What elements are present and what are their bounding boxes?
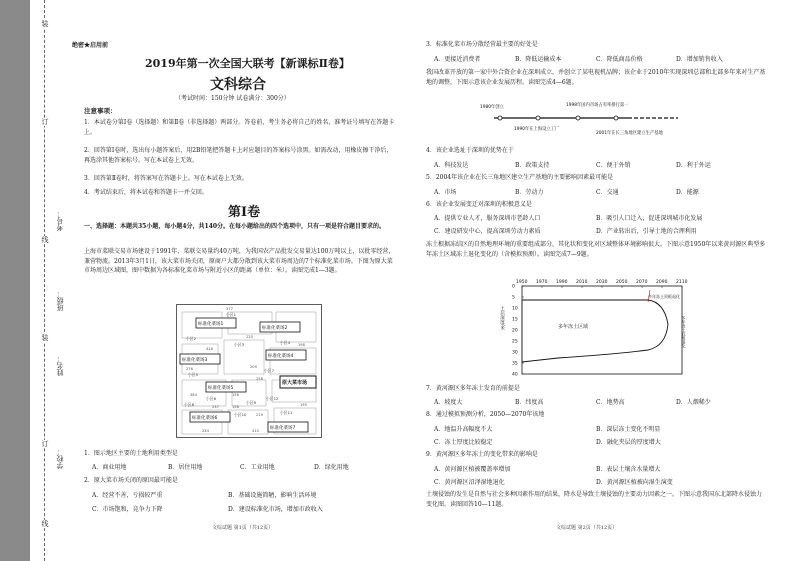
- distance-label: 198: [298, 343, 305, 347]
- y-tick-label: 40: [512, 372, 518, 378]
- bind-mark: 线: [41, 236, 49, 244]
- q4-option-b[interactable]: B．政策支持: [515, 162, 550, 169]
- q3-option-b[interactable]: B．降低运输成本: [515, 56, 562, 63]
- q1-option-d[interactable]: D．绿化用地: [314, 464, 349, 471]
- secret-mark: 绝密★启用前: [72, 42, 109, 49]
- distance-label: 220: [246, 335, 253, 339]
- annot-top: 多年冻土顶板退化: [648, 294, 680, 299]
- q8-stem: 8．通过模拟预测分析，2050—2070年该地: [426, 411, 545, 418]
- timeline: [478, 98, 688, 138]
- q2-stem: 2．原大菜市场关闭的原因最可能是: [84, 477, 178, 484]
- district-label: 小区6: [206, 396, 217, 401]
- y-tick-label: 30: [512, 350, 518, 356]
- q2-option-b[interactable]: B．基础设施简陋，影响生活环境: [228, 492, 317, 499]
- q8-option-b[interactable]: B．深层冻土变化不明显: [596, 426, 661, 433]
- passage-1: 上海市菜联交易市场建设于1991年，菜联交易量约40万吨，为我国农产品批发交易量达100万吨以上，以批零经营，兼营物流，2013年3月1日，该大菜市场关闭，原商户大都分散到该大菜市场周边的7个标准化菜市场。下图为原大菜市场周边区域图，图中数据为各标准化菜市场与附近小区的距离（单位：米）。读图完成1—3题。: [84, 248, 395, 274]
- passage-4: 土壤侵蚀的发生是自然与社会多种因素作用的结果，降水是导致土壤侵蚀的主要动力因素之一。下图示意我国东北部降水侵蚀力变化图。读图回答10—11题。: [426, 491, 763, 508]
- q6-option-a[interactable]: A．提供专业人才，服务深圳市老龄人口: [434, 215, 541, 222]
- q3-stem: 3．标准化菜市场分散经营最主要的好处是: [426, 41, 538, 48]
- passage-3: 冻土根据冻结区的自然地理环境的重要组成部分，其化状和变化对区域整体环境影响很大。下图示意1950年以来黄河源区典型多年冻土区域冻土退化变化的（含模拟预测）。读图完成7—9题。: [426, 241, 766, 258]
- bind-mark: 装: [41, 20, 49, 28]
- market-label: 标准化菜场6: [192, 416, 218, 421]
- distance-label: 195: [300, 403, 307, 407]
- district-label: 小区12: [266, 396, 279, 401]
- q3-option-d[interactable]: D．增加销售收入: [676, 56, 723, 63]
- district-label: 小区5: [188, 372, 199, 377]
- q2-option-c[interactable]: C．市场饱和，竞争力下降: [92, 506, 163, 513]
- x-tick-label: 2050: [616, 280, 628, 285]
- q9-option-b[interactable]: B．表层土壤含水量增大: [596, 466, 661, 473]
- distance-label: 209: [250, 365, 257, 369]
- distance-label: 377: [226, 307, 233, 311]
- y-tick-label: 10: [512, 306, 518, 312]
- distance-label: 234: [202, 429, 209, 433]
- binding-line: [44, 0, 45, 561]
- y-tick-label: 0: [512, 284, 515, 290]
- q8-option-c[interactable]: C．冻土厚度比较稳定: [434, 439, 493, 446]
- page-footer-right: 文综试题 第2页（共12页）: [556, 525, 618, 531]
- q3-option-c[interactable]: C．降低商品价格: [596, 56, 643, 63]
- q9-stem: 9．黄河源区多年冻土的变化带来的影响是: [426, 451, 538, 458]
- timeline-event: 1990年在上海设立工厂: [514, 127, 560, 132]
- y-tick-label: 5: [512, 295, 515, 301]
- q5-option-d[interactable]: D．能源: [676, 189, 699, 196]
- annot-bottom: 多年冻土底板退化: [681, 316, 687, 348]
- market-label: 标准化菜场2: [262, 326, 288, 331]
- timeline-event: 1980年创立: [480, 105, 504, 110]
- x-tick-label: 2030: [596, 280, 608, 285]
- x-tick-label: 2110: [676, 280, 688, 285]
- q4-option-d[interactable]: D．利于外运: [676, 162, 711, 169]
- binding-strip: [0, 0, 30, 561]
- timeline-event: 1998年国内市场占有率排行第一: [566, 103, 629, 108]
- subject-title: 文科综合: [210, 77, 266, 93]
- x-tick-label: 1990: [556, 280, 568, 285]
- district-label: 小区2: [186, 336, 197, 341]
- exam-title: 2019年第一次全国大联考【新课标Ⅱ卷】: [145, 57, 350, 70]
- bind-mark: 装: [41, 334, 49, 342]
- passage-2: 我国改革开放的第一家中外合资企业在深圳成立，并创立了某电视机品牌；该企业于2010年实现深圳总部和北部多年来对生产基地的调整，下图示意该企业发展历程。读图完成4—6题。: [426, 69, 766, 86]
- note-item: 2．回答第Ⅰ卷时，选出每小题答案后，用2B铅笔把答题卡上对应题目的答案标号涂黑。如需改动，用橡皮擦干净后，再选涂其他答案标号。写在本试卷上无效。: [84, 147, 393, 164]
- q9-option-d[interactable]: D．黄河源区植被向湿生演变: [596, 479, 673, 486]
- page-footer-left: 文综试题 第1页（共12页）: [212, 525, 274, 531]
- y-tick-label: 20: [512, 328, 518, 334]
- exam-id-label: 考号：: [56, 210, 64, 231]
- q7-option-c[interactable]: C．地势高: [596, 399, 625, 406]
- q6-option-c[interactable]: C．建设研发中心，提高深圳劳动力素质: [434, 228, 541, 235]
- market-label: 标准化菜场3: [182, 358, 208, 363]
- q5-option-a[interactable]: A．市场: [434, 189, 457, 196]
- exam-meta: （考试时间：150分钟 试卷满分：300分）: [175, 95, 290, 102]
- q5-stem: 5．2004年该企业在长三角地区建立生产基地的主要影响因素最可能是: [426, 174, 614, 181]
- q7-option-b[interactable]: B．纬度高: [515, 399, 544, 406]
- q2-option-d[interactable]: D．建设标准化市场，增加市政收入: [228, 506, 323, 513]
- distance-label: 237: [212, 405, 219, 409]
- y-tick-label: 15: [512, 317, 518, 323]
- district-label: 小区8: [184, 402, 195, 407]
- distance-label: 384: [190, 393, 197, 397]
- q7-option-a[interactable]: A．坡度大: [434, 399, 463, 406]
- market-map: [176, 304, 322, 438]
- distance-label: 158: [232, 405, 239, 409]
- district-label: 小区10: [234, 412, 247, 417]
- q4-option-c[interactable]: C．便于外销: [596, 162, 631, 169]
- class-label: 班级：: [56, 290, 64, 311]
- q1-option-c[interactable]: C．工业用地: [240, 464, 275, 471]
- q9-option-a[interactable]: A．黄河源区植被覆盖率增加: [434, 466, 511, 473]
- notes-heading: 注意事项：: [84, 107, 117, 115]
- note-item: 1．本试卷分第Ⅰ卷（选择题）和第Ⅱ卷（非选择题）两部分。答卷前，考生务必将自己的姓名、准考证号填写在答题卡上。: [84, 119, 395, 136]
- y-tick-label: 35: [512, 361, 518, 367]
- y-axis-label: 土层深度/米: [499, 306, 505, 331]
- district-label: 小区7: [264, 368, 275, 373]
- distance-label: 219: [256, 413, 263, 417]
- district-label: 小区3: [234, 342, 245, 347]
- timeline-event: 2001年在长三角地区建立生产基地: [596, 131, 663, 136]
- section-title: 第Ⅰ卷: [228, 205, 261, 220]
- q4-option-a[interactable]: A．科技发达: [434, 162, 469, 169]
- q8-option-a[interactable]: A．地温升高幅度不大: [434, 426, 493, 433]
- q7-stem: 7．黄河源区多年冻土发育的前提是: [426, 385, 520, 392]
- area-label: 多年冻土区域: [558, 324, 589, 330]
- q7-option-d[interactable]: D．人烟稀少: [676, 399, 711, 406]
- market-label: 标准化菜场4: [268, 354, 294, 359]
- name-label: 姓名：: [56, 355, 64, 376]
- market-label: 标准化菜场5: [208, 386, 234, 391]
- q9-option-c[interactable]: C．黄河源区沼泽湿地退化: [434, 479, 505, 486]
- q5-option-b[interactable]: B．劳动力: [515, 189, 544, 196]
- q6-stem: 6．该企业发展变迁对深圳的积极意义是: [426, 201, 532, 208]
- q1-option-a[interactable]: A．商业用地: [92, 464, 127, 471]
- permafrost-chart: [498, 276, 698, 386]
- district-label: 小区9: [246, 400, 257, 405]
- bind-mark: 线: [41, 520, 49, 528]
- section-instruction: 一、选择题：本题共35小题，每小题4分，共140分。在每小题给出的四个选项中，只有一项是符合题目要求的。: [84, 223, 386, 230]
- distance-label: 276: [186, 367, 193, 371]
- q5-option-c[interactable]: C．交通: [596, 189, 619, 196]
- district-label: 小区4: [280, 340, 291, 345]
- q8-option-d[interactable]: D．融化夹层的厚度增大: [596, 439, 661, 446]
- q1-option-b[interactable]: B．居住用地: [168, 464, 203, 471]
- district-label: 小区11: [280, 410, 293, 415]
- q3-option-a[interactable]: A．更接近消费者: [434, 56, 481, 63]
- note-item: 4．考试结束后，将本试卷和答题卡一并交回。: [84, 189, 208, 196]
- market-label: 标准化菜场7: [270, 426, 296, 431]
- school-label: 学校：: [56, 448, 64, 469]
- x-tick-label: 1950: [516, 280, 528, 285]
- q6-option-d[interactable]: D．产业转出后，引导土地的合理利用: [596, 228, 697, 235]
- distance-label: 410: [252, 429, 259, 433]
- district-label: 小区1: [226, 312, 237, 317]
- distance-label: 258: [256, 377, 263, 381]
- distance-label: 156: [232, 393, 239, 397]
- distance-label: 416: [206, 347, 213, 351]
- market-label: 标准化菜场1: [198, 322, 224, 327]
- x-tick-label: 2090: [656, 280, 668, 285]
- q4-stem: 4．该企业选址于深圳的优势在于: [426, 147, 514, 154]
- old-market-label: 原大菜市场: [282, 380, 308, 386]
- note-item: 3．回答第Ⅱ卷时，将答案写在答题卡上。写在本试卷上无效。: [84, 175, 248, 182]
- x-tick-label: 2010: [576, 280, 588, 285]
- bind-mark: 订: [41, 118, 49, 126]
- q2-option-a[interactable]: A．经营不善，亏损较严重: [92, 492, 163, 499]
- bind-mark: 订: [41, 440, 49, 448]
- x-tick-label: 1970: [536, 280, 548, 285]
- x-tick-label: 2070: [636, 280, 648, 285]
- q1-stem: 1．图示地区主要的土地利用类型是: [84, 450, 178, 457]
- y-tick-label: 25: [512, 339, 518, 345]
- q6-option-b[interactable]: B．吸引人口迁入，促进深圳城市化发展: [596, 215, 703, 222]
